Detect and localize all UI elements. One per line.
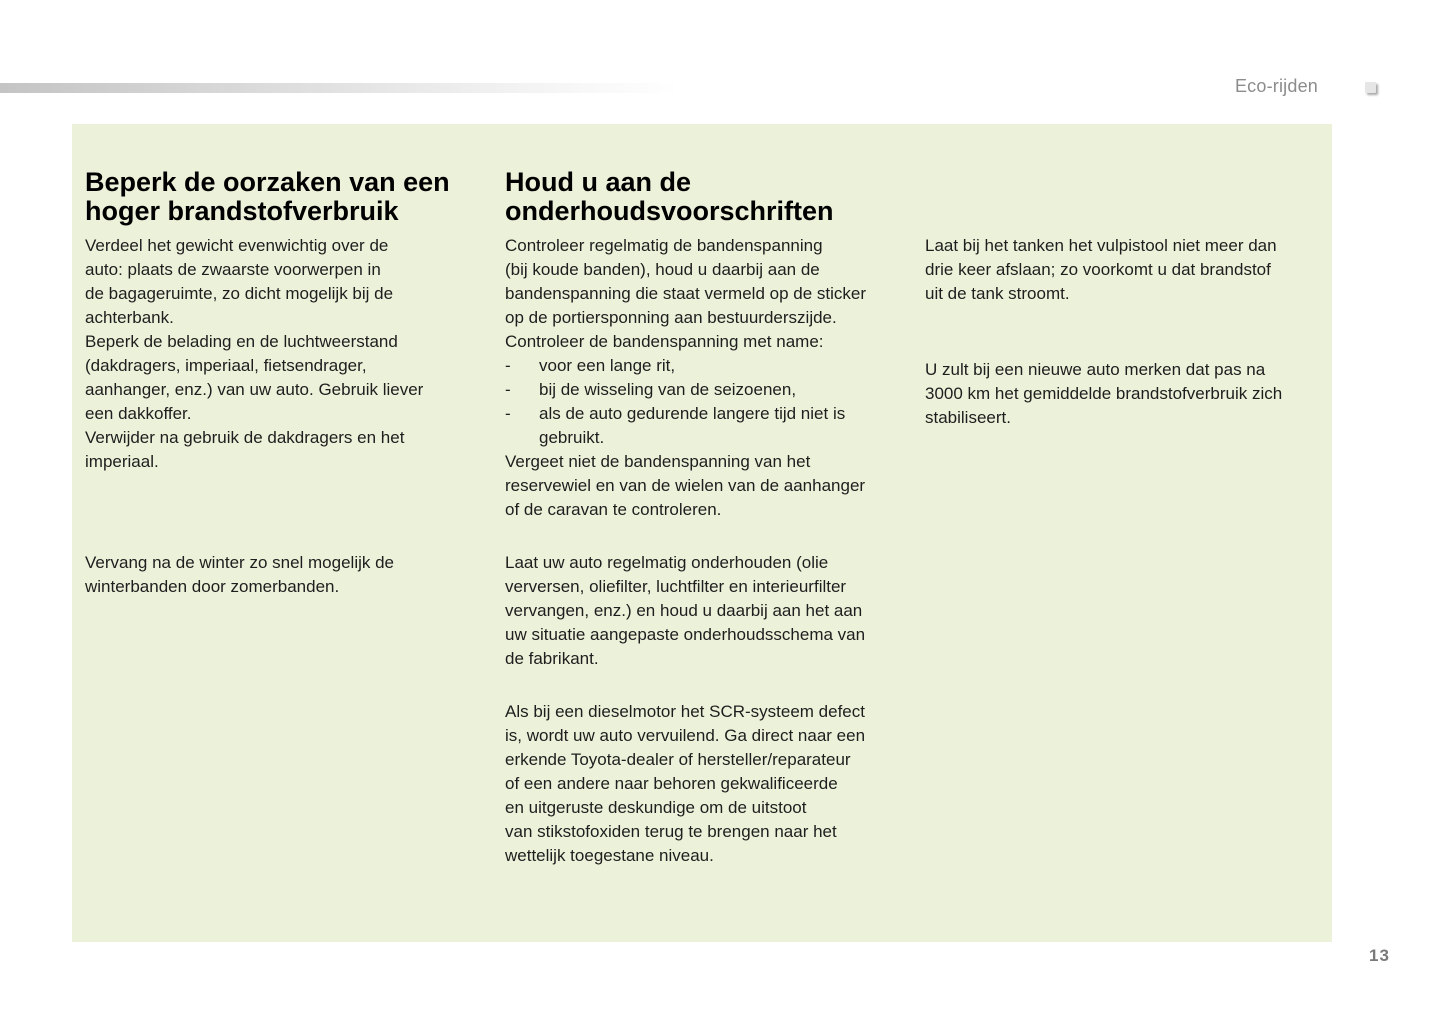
page-number: 13 xyxy=(1369,946,1390,965)
list-item: - bij de wisseling van de seizoenen, xyxy=(505,380,797,399)
column-refuelling xyxy=(925,168,1325,430)
header-rule xyxy=(0,83,680,93)
paragraph-spare-wheel: Vergeet niet de bandenspanning van het reservewiel en van de wielen van de aanhanger of de caravan te controleren. xyxy=(505,452,866,519)
heading-maintenance: Houd u aan de onderhoudsvoorschriften xyxy=(505,167,834,226)
section-title: Eco-rijden xyxy=(1234,76,1318,96)
paragraph-regular-service: Laat uw auto regelmatig onderhouden (olie verversen, oliefilter, luchtfilter en interieurfilter vervangen, enz.) en houd u daarbij aan het aan uw situatie aangepaste onderhoudsschema van de fabrikant. xyxy=(505,553,866,668)
paragraph-refuelling: Laat bij het tanken het vulpistool niet meer dan drie keer afslaan; zo voorkomt u dat brandstof uit de tank stroomt. xyxy=(925,236,1277,303)
column-maintenance xyxy=(505,168,905,868)
column-fuel-causes xyxy=(85,168,485,599)
list-item: - als de auto gedurende langere tijd niet is gebruikt. xyxy=(505,404,846,447)
paragraph-weight-distribution: Verdeel het gewicht evenwichtig over de auto: plaats de zwaarste voorwerpen in de bagageruimte, zo dicht mogelijk bij de achterbank. xyxy=(85,236,394,327)
paragraph-winter-tyres: Vervang na de winter zo snel mogelijk de winterbanden door zomerbanden. xyxy=(85,553,395,596)
section-marker-icon xyxy=(1365,82,1376,93)
paragraph-scr-system: Als bij een dieselmotor het SCR-systeem defect is, wordt uw auto vervuilend. Ga direct naar een erkende Toyota-dealer of hersteller/reparateur of een andere naar behoren gekwalificeerde en uitgeruste deskundige om de uitstoot van stikstofoxiden terug te brengen naar het wettelijk toegestane niveau. xyxy=(505,702,866,865)
paragraph-new-car-consumption: U zult bij een nieuwe auto merken dat pas na 3000 km het gemiddelde brandstofverbruik zich stabiliseert. xyxy=(925,360,1283,427)
tyre-check-list xyxy=(505,354,905,450)
list-item: - voor een lange rit, xyxy=(505,356,676,375)
heading-fuel-causes: Beperk de oorzaken van een hoger brandstofverbruik xyxy=(85,167,450,226)
paragraph-air-resistance: Beperk de belading en de luchtweerstand (dakdragers, imperiaal, fietsendrager, aanhanger, enz.) van uw auto. Gebruik liever een dakkoffer. xyxy=(85,332,424,423)
paragraph-tyre-pressure: Controleer regelmatig de bandenspanning (bij koude banden), houd u daarbij aan de bandenspanning die staat vermeld op de sticker op de portiersponning aan bestuurderszijde. Controleer de bandenspanning met name: xyxy=(505,236,867,351)
paragraph-remove-roof-rack: Verwijder na gebruik de dakdragers en het imperiaal. xyxy=(85,428,405,471)
